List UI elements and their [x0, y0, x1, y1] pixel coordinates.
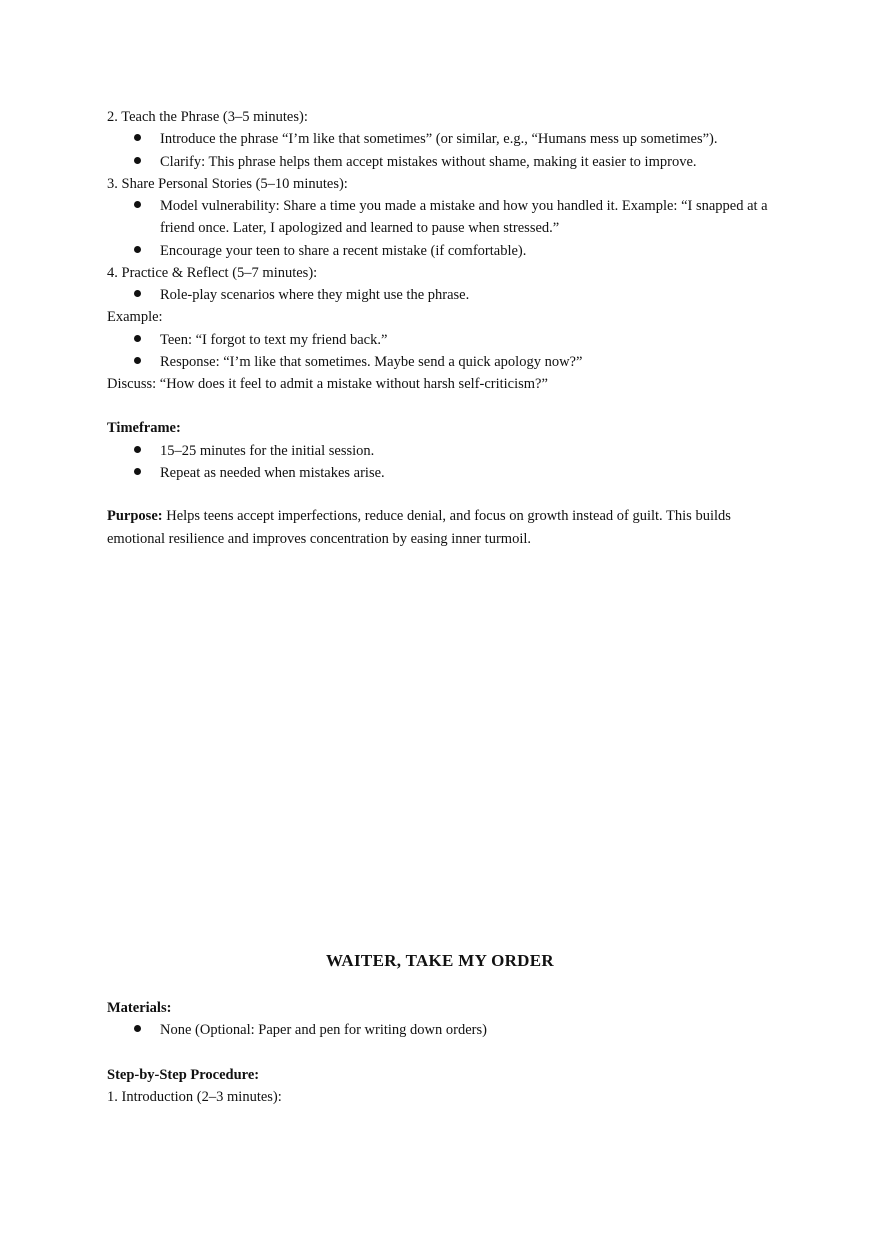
- step-3-bullet-1: Model vulnerability: Share a time you made a mistake and how you handled it. Example: “I snapped at a: [160, 198, 768, 214]
- purpose-text: Helps teens accept imperfections, reduce denial, and focus on growth instead of guilt. This builds emotional resilience and improves concentration by easing inner turmoil.: [107, 508, 731, 547]
- timeframe-heading: Timeframe:: [107, 420, 181, 436]
- step-3-bullet-1-continued: friend once. Later, I apologized and learned to pause when stressed.”: [160, 220, 560, 236]
- step-2-heading: 2. Teach the Phrase (3–5 minutes):: [107, 109, 308, 125]
- bullet-icon: [134, 134, 141, 141]
- step-2-bullet-1: Introduce the phrase “I’m like that sometimes” (or similar, e.g., “Humans mess up sometimes”).: [160, 131, 718, 147]
- bullet-icon: [134, 1025, 141, 1032]
- bullet-icon: [134, 290, 141, 297]
- example-bullet-2: Response: “I’m like that sometimes. Maybe send a quick apology now?”: [160, 354, 583, 370]
- step-3-bullet-2: Encourage your teen to share a recent mistake (if comfortable).: [160, 243, 527, 259]
- example-bullet-1: Teen: “I forgot to text my friend back.”: [160, 332, 388, 348]
- step-2-bullet-2: Clarify: This phrase helps them accept mistakes without shame, making it easier to improve.: [160, 154, 697, 170]
- step-3-heading: 3. Share Personal Stories (5–10 minutes):: [107, 176, 348, 192]
- bullet-icon: [134, 335, 141, 342]
- discuss-line: Discuss: “How does it feel to admit a mistake without harsh self-criticism?”: [107, 376, 548, 392]
- bullet-icon: [134, 357, 141, 364]
- step-4-bullet-1: Role-play scenarios where they might use the phrase.: [160, 287, 470, 303]
- procedure-step-1: 1. Introduction (2–3 minutes):: [107, 1089, 282, 1105]
- procedure-heading: Step-by-Step Procedure:: [107, 1067, 260, 1083]
- materials-heading: Materials:: [107, 1000, 172, 1016]
- purpose-paragraph: [107, 505, 777, 550]
- example-label: Example:: [107, 309, 163, 325]
- bullet-icon: [134, 246, 141, 253]
- timeframe-bullet-1: 15–25 minutes for the initial session.: [160, 443, 375, 459]
- timeframe-bullet-2: Repeat as needed when mistakes arise.: [160, 465, 385, 481]
- bullet-icon: [134, 468, 141, 475]
- materials-bullet-1: None (Optional: Paper and pen for writing down orders): [160, 1022, 487, 1038]
- purpose-label: Purpose:: [107, 508, 163, 524]
- bullet-icon: [134, 446, 141, 453]
- section-title: WAITER, TAKE MY ORDER: [326, 951, 554, 970]
- bullet-icon: [134, 157, 141, 164]
- bullet-icon: [134, 201, 141, 208]
- step-4-heading: 4. Practice & Reflect (5–7 minutes):: [107, 265, 318, 281]
